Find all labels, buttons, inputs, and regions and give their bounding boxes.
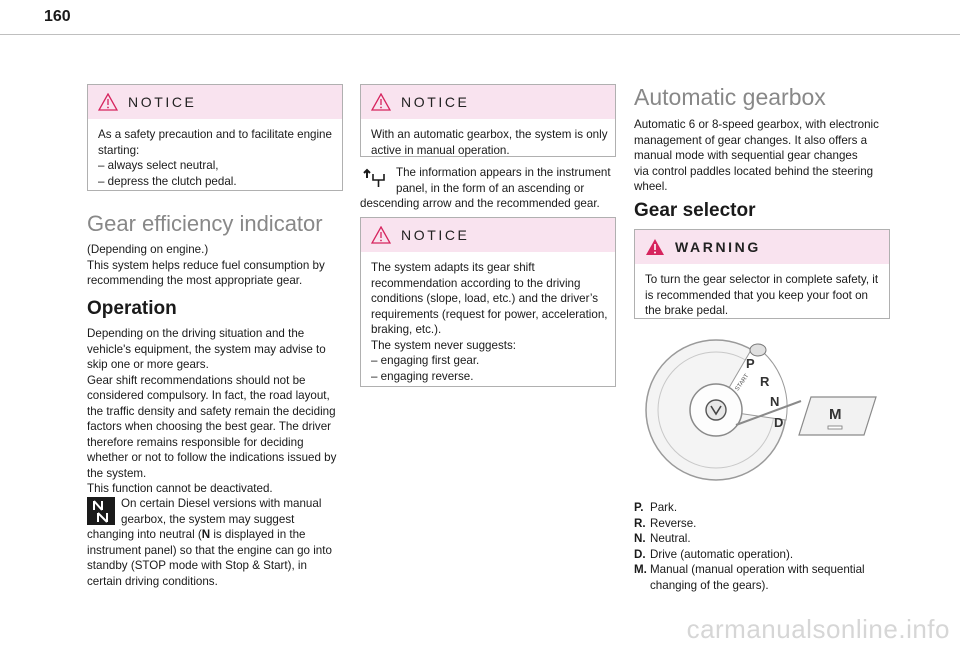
operation-line: This function cannot be deactivated. <box>87 482 273 495</box>
intro-line: wheel. <box>634 180 668 193</box>
warning-triangle-icon <box>98 93 118 111</box>
operation-line: the system. <box>87 466 147 480</box>
diesel-line: On certain Diesel versions with manual <box>121 497 322 510</box>
dial-letter-d: D <box>774 415 784 430</box>
indicator-line: descending arrow and the recommended gear. <box>360 197 600 210</box>
header-divider <box>0 34 960 35</box>
park-button[interactable] <box>750 344 766 356</box>
legend-item <box>634 516 894 532</box>
dial-letter-p: P <box>746 356 755 371</box>
notice-body <box>361 252 615 392</box>
intro-line: management of gear changes. It also offers a <box>634 133 868 147</box>
legend-item <box>634 562 894 593</box>
notice-line: recommendation according to the driving <box>371 276 581 290</box>
legend-item <box>634 547 894 563</box>
operation-line: considered compulsory. In fact, the road layout, <box>87 389 330 402</box>
notice-box-col2-a <box>360 84 616 157</box>
diesel-line: gearbox, the system may suggest <box>121 512 295 526</box>
notice-line: As a safety precaution and to facilitate engine <box>98 128 332 141</box>
diesel-neutral-text-cont <box>87 527 347 589</box>
legend-key: D. <box>634 547 646 561</box>
notice-line: The system never suggests: <box>371 338 516 352</box>
legend-text-block <box>650 562 865 593</box>
notice-line: active in manual operation. <box>371 143 510 157</box>
operation-line: vehicle's equipment, the system may advise to <box>87 342 326 356</box>
warning-label: WARNING <box>675 239 761 255</box>
warning-triangle-icon <box>371 226 391 244</box>
gear-selector-heading: Gear selector <box>634 200 756 221</box>
notice-line: requirements (request for power, acceleration, <box>371 307 608 321</box>
neutral-letter: N <box>201 528 211 541</box>
notice-line: – engaging reverse. <box>371 369 474 383</box>
dial-letter-r: R <box>760 374 770 389</box>
diesel-fragment: is displayed in the <box>210 528 306 541</box>
legend-text: Neutral. <box>650 532 691 545</box>
notice-line: – always select neutral, <box>98 159 219 172</box>
shift-indicator-text-cont <box>360 196 620 212</box>
warning-box <box>634 229 890 319</box>
operation-line: Depending on the driving situation and the <box>87 327 305 340</box>
selector-dial-hub <box>706 400 726 420</box>
diesel-neutral-text <box>121 496 341 527</box>
legend-key: M. <box>634 563 647 576</box>
notice-line: starting: <box>98 143 140 157</box>
intro-line: manual mode with sequential gear changes <box>634 149 858 162</box>
notice-line: – engaging first gear. <box>371 354 480 367</box>
page-number: 160 <box>44 8 71 25</box>
legend-text: Manual (manual operation with sequential <box>650 563 865 576</box>
diesel-line: instrument panel) so that the engine can go into <box>87 543 332 557</box>
section-title-gear-efficiency: Gear efficiency indicator <box>87 211 323 236</box>
notice-line: braking, etc.). <box>371 323 442 336</box>
intro-line: via control paddles located behind the steering <box>634 164 874 178</box>
operation-line: whether or not to follow the indications issued by <box>87 451 337 464</box>
paddle-indicator-bar <box>828 426 842 429</box>
notice-line: With an automatic gearbox, the system is only <box>371 128 608 141</box>
legend-text: changing of the gears). <box>650 578 769 592</box>
shift-indicator-icon <box>362 168 390 190</box>
intro-line: (Depending on engine.) <box>87 243 209 256</box>
neutral-indicator-icon <box>87 497 115 525</box>
notice-label: NOTICE <box>401 94 470 110</box>
intro-line: Automatic 6 or 8-speed gearbox, with electronic <box>634 118 879 131</box>
operation-line: therefore remains responsible for deciding <box>87 435 304 449</box>
notice-box-col2-b <box>360 217 616 387</box>
notice-header <box>88 85 342 119</box>
notice-box-col1 <box>87 84 343 191</box>
legend-text: Reverse. <box>650 516 697 530</box>
paddle-letter-m: M <box>829 406 842 423</box>
automatic-gearbox-intro <box>634 117 894 195</box>
notice-line: conditions (slope, load, etc.) and the driver’s <box>371 292 599 305</box>
intro-line: This system helps reduce fuel consumption by <box>87 258 325 272</box>
diesel-line: certain driving conditions. <box>87 574 218 588</box>
indicator-line: The information appears in the instrument <box>396 166 611 179</box>
legend-key: R. <box>634 516 646 530</box>
operation-heading: Operation <box>87 298 177 319</box>
operation-line: Gear shift recommendations should not be <box>87 373 306 387</box>
notice-line: The system adapts its gear shift <box>371 261 535 274</box>
warning-body <box>635 264 889 327</box>
operation-text <box>87 326 347 497</box>
warning-header <box>635 230 889 264</box>
gear-selector-illustration <box>636 335 886 485</box>
intro-line: recommending the most appropriate gear. <box>87 274 303 287</box>
legend-key: N. <box>634 532 646 545</box>
indicator-line: panel, in the form of an ascending or <box>396 181 585 195</box>
legend-key: P. <box>634 501 644 514</box>
notice-header <box>361 85 615 119</box>
notice-line: – depress the clutch pedal. <box>98 174 237 188</box>
gear-legend <box>634 500 894 593</box>
warning-triangle-icon <box>371 93 391 111</box>
watermark: carmanualsonline.info <box>686 614 950 644</box>
section-title-automatic-gearbox: Automatic gearbox <box>634 84 826 110</box>
dial-start-label: START <box>734 373 751 393</box>
notice-label: NOTICE <box>401 227 470 243</box>
diesel-line <box>87 527 347 543</box>
warning-line: the brake pedal. <box>645 304 729 317</box>
gear-efficiency-intro <box>87 242 343 289</box>
notice-body <box>361 119 615 166</box>
warning-line: is recommended that you keep your foot on <box>645 288 868 302</box>
legend-item <box>634 500 894 516</box>
warning-line: To turn the gear selector in complete safety, it <box>645 273 879 286</box>
diesel-line: standby (STOP mode with Stop & Start), in <box>87 559 307 572</box>
legend-text: Drive (automatic operation). <box>650 547 794 561</box>
diesel-fragment: changing into neutral ( <box>87 528 202 541</box>
operation-line: skip one or more gears. <box>87 358 209 371</box>
operation-line: factors when choosing the best gear. The driver <box>87 420 332 433</box>
shift-indicator-text <box>396 165 616 196</box>
notice-label: NOTICE <box>128 94 197 110</box>
notice-header <box>361 218 615 252</box>
notice-body <box>88 119 342 197</box>
legend-text: Park. <box>650 501 678 514</box>
dial-letter-n: N <box>770 394 780 409</box>
operation-line: the traffic density and safety remain the deciding <box>87 404 336 418</box>
legend-item <box>634 531 894 547</box>
warning-triangle-icon <box>645 238 665 256</box>
